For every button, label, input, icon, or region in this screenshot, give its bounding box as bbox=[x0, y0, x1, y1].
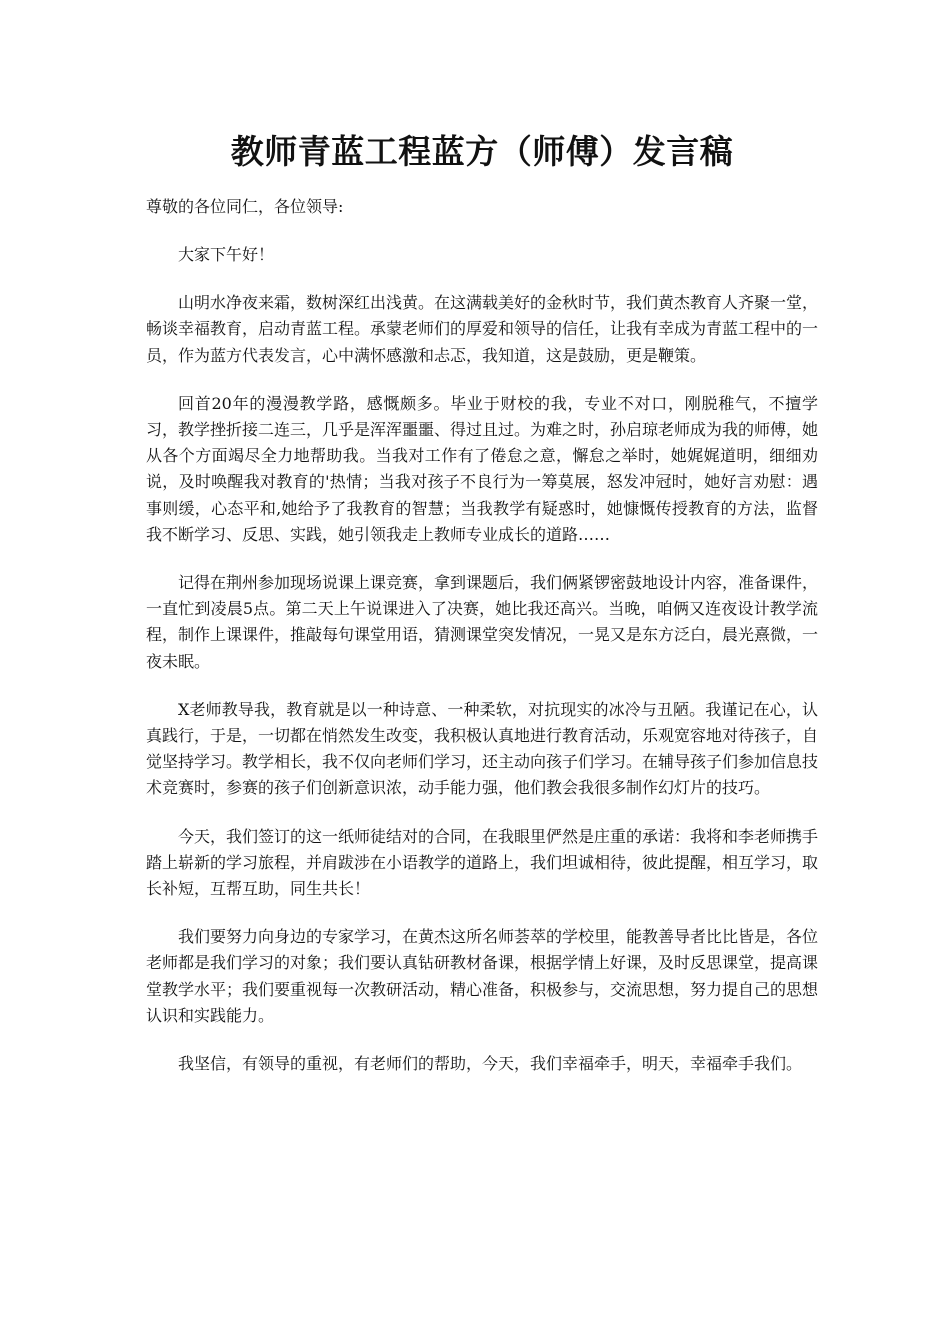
paragraph-teacher-guidance: X老师教导我，教育就是以一种诗意、一种柔软，对抗现实的冰冷与丑陋。我谨记在心，认真践行，于是，一切都在悄然发生改变，我积极认真地进行教育活动，乐观宽容地对待孩子，自觉坚持学习。教学相长，我不仅向老师们学习，还主动向孩子们学习。在辅导孩子们参加信息技术竞赛时，参赛的孩子们创新意识浓，动手能力强，他们教会我很多制作幻灯片的技巧。 bbox=[146, 699, 819, 798]
paragraph-opening: 山明水净夜来霜，数树深红出浅黄。在这满载美好的金秋时节，我们黄杰教育人齐聚一堂，畅谈幸福教育，启动青蓝工程。承蒙老师们的厚爱和领导的信任，让我有幸成为青蓝工程中的一员，作为蓝方代表发言，心中满怀感激和忐忑，我知道，这是鼓励，更是鞭策。 bbox=[146, 293, 819, 365]
paragraph-commitments: 我们要努力向身边的专家学习，在黄杰这所名师荟萃的学校里，能教善导者比比皆是，各位老师都是我们学习的对象；我们要认真钻研教材备课，根据学情上好课，及时反思课堂，提高课堂教学水平；我们要重视每一次教研活动，精心准备，积极参与，交流思想，努力提自己的思想认识和实践能力。 bbox=[146, 927, 819, 1025]
paragraph-looking-back: 回首20年的漫漫教学路，感慨颇多。毕业于财校的我，专业不对口，刚脱稚气，不擅学习，教学挫折接二连三，几乎是浑浑噩噩、得过且过。为难之时，孙启琼老师成为我的师傅，她从各个方面竭尽全力地帮助我。当我对工作有了倦怠之意，懈怠之举时，她娓娓道明，细细劝说，及时唤醒我对教育的'热情；当我对孩子不良行为一筹莫展，怒发冲冠时，她好言劝慰：遇事则缓，心态平和,她给予了我教育的智慧；当我教学有疑惑时，她慷慨传授教育的方法，监督我不断学习、反思、实践，她引领我走上教师专业成长的道路…… bbox=[146, 393, 819, 544]
salutation: 尊敬的各位同仁，各位领导: bbox=[146, 197, 344, 216]
paragraph-greeting: 大家下午好！ bbox=[178, 245, 275, 264]
paragraph-mentorship-contract: 今天，我们签订的这一纸师徒结对的合同，在我眼里俨然是庄重的承诺：我将和李老师携手踏上崭新的学习旅程，并肩跋涉在小语教学的道路上，我们坦诚相待，彼此提醒，相互学习，取长补短，互帮互助，同生共长！ bbox=[146, 826, 819, 899]
document-page bbox=[146, 126, 818, 1077]
document-title: 教师青蓝工程蓝方（师傅）发言稿 bbox=[230, 132, 734, 171]
paragraph-closing: 我坚信，有领导的重视，有老师们的帮助，今天，我们幸福牵手，明天，幸福牵手我们。 bbox=[178, 1054, 803, 1074]
paragraph-competition-memory: 记得在荆州参加现场说课上课竞赛，拿到课题后，我们俩紧锣密鼓地设计内容，准备课件，一直忙到凌晨5点。第二天上午说课进入了决赛，她比我还高兴。当晚，咱俩又连夜设计教学流程，制作上课课件，推敲每句课堂用语，猜测课堂突发情况，一晃又是东方泛白，晨光熹微，一夜未眠。 bbox=[146, 573, 819, 671]
